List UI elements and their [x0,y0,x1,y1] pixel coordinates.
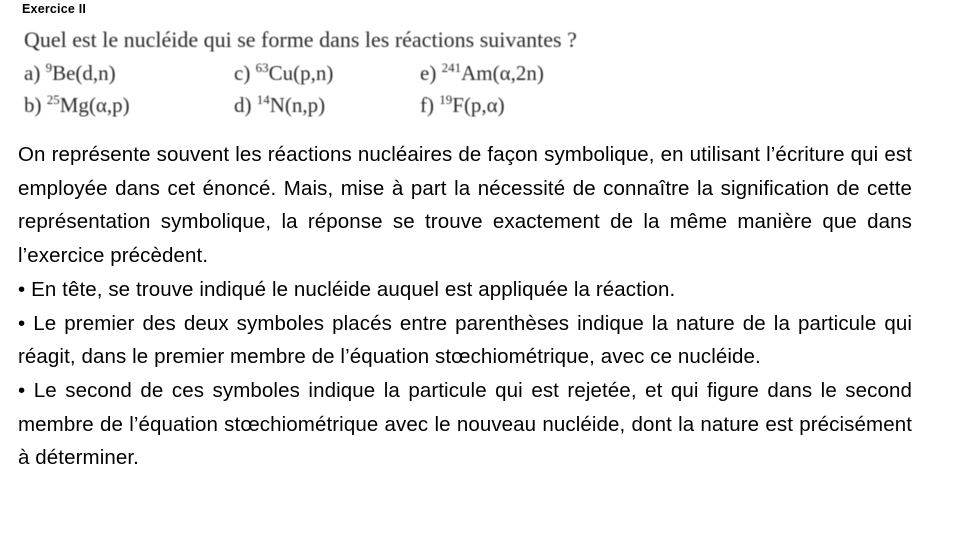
exercise-title: Exercice II [22,2,87,16]
reaction-f [420,93,505,117]
mass-number: 25 [46,92,60,107]
mass-number: 63 [255,60,269,75]
mass-number: 9 [45,60,53,75]
reaction-label: a) [24,61,41,85]
reaction-c [234,61,333,85]
reaction-a [24,61,116,85]
reaction-label: b) [24,93,42,117]
bullet-incident-particle: • Le premier des deux symboles placés entre parenthèses indique la nature de la particule qui réagit, dans le premier membre de l’équation stœchiométrique, avec ce nucléide. [18,311,912,369]
element-symbol: Cu [268,61,294,85]
bullet-emitted-particle: • Le second de ces symboles indique la particule qui est rejetée, et qui figure dans le second membre de l’équation stœchiométrique avec le nouveau nucléide, dont la nature est précisément à déterminer. [18,378,912,470]
bullet-first-nucleide: • En tête, se trouve indiqué le nucléide auquel est appliquée la réaction. [18,277,676,301]
reaction-e [420,61,544,85]
reaction-process: (α,2n) [492,61,544,85]
reaction-process: (α,p) [88,93,130,117]
reaction-process: (n,p) [284,93,326,117]
reaction-process: (p,α) [463,93,505,117]
scanned-exercise-image [22,22,662,122]
reaction-label: e) [420,61,437,85]
reaction-label: d) [234,93,252,117]
reaction-d [234,93,325,117]
reaction-process: (d,n) [75,61,116,85]
explanation-text [18,138,912,475]
question-text: Quel est le nucléide qui se forme dans les réactions suivantes ? [24,27,577,52]
element-symbol: F [452,93,464,117]
reaction-b [24,93,130,117]
mass-number: 19 [439,92,453,107]
element-symbol: Be [52,61,76,85]
intro-paragraph: On représente souvent les réactions nucléaires de façon symbolique, en utilisant l’écriture qui est employée dans cet énoncé. Mais, mise à part la nécessité de connaître la signification de cette représentation symbolique, la réponse se trouve exactement de la même manière que dans l’exercice précèdent. [18,143,912,268]
element-symbol: Am [461,61,493,85]
mass-number: 241 [441,60,462,75]
reaction-process: (p,n) [293,61,334,85]
element-symbol: N [269,93,285,117]
reaction-label: f) [420,93,434,117]
mass-number: 14 [256,92,270,107]
element-symbol: Mg [59,93,89,117]
reaction-label: c) [234,61,251,85]
